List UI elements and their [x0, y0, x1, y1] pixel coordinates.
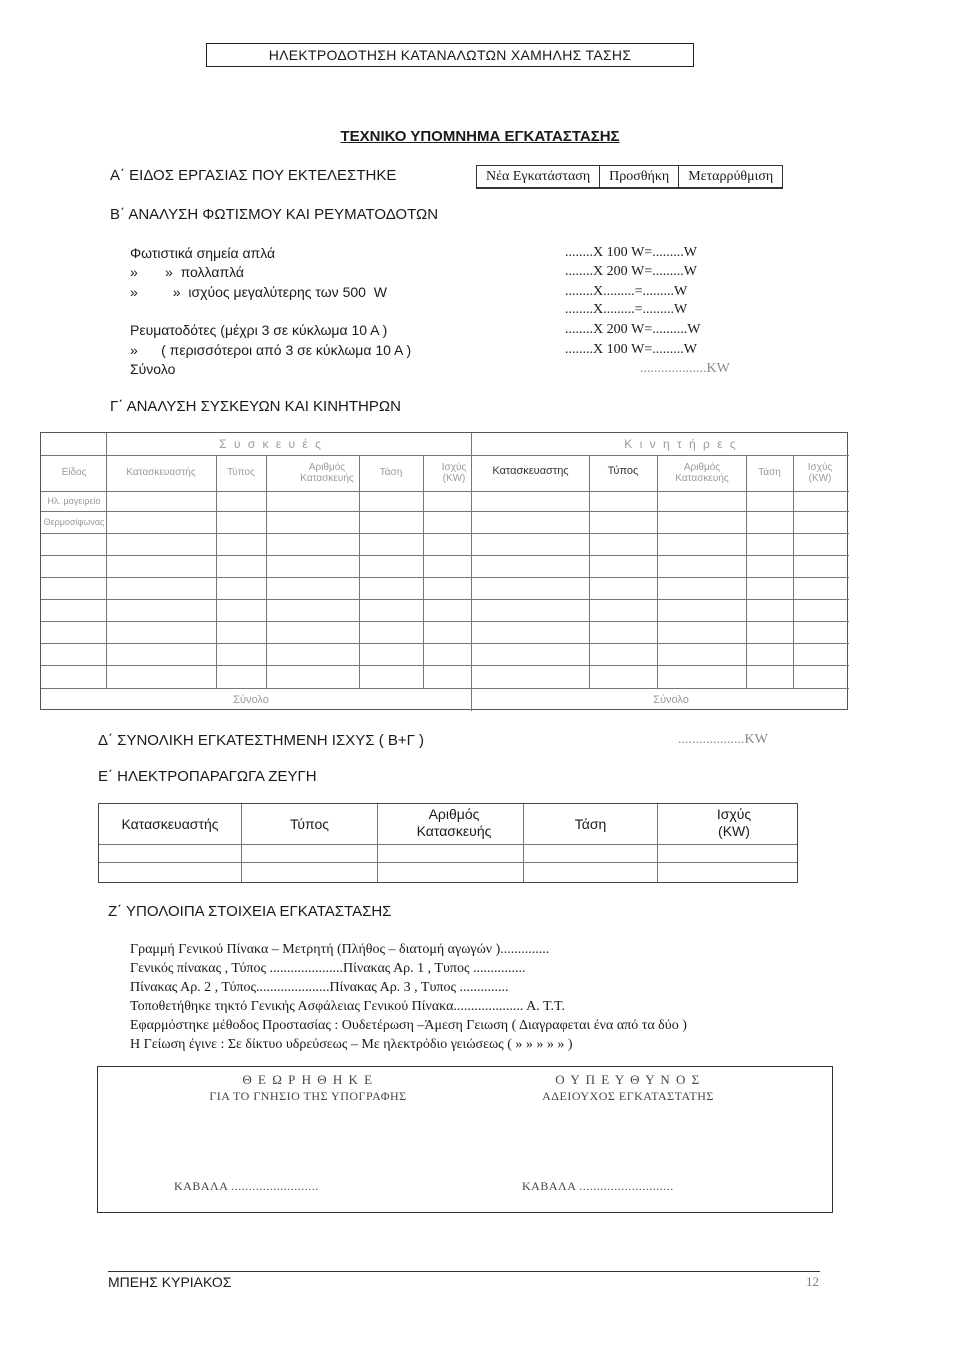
table-divider	[41, 491, 849, 492]
motors-total-label: Σύνολο	[653, 694, 689, 706]
remaining-line: Η Γείωση έγινε : Σε δίκτυο υδρεύσεως – Με ηλεκτρόδιο γειώσεως ( » » » » » )	[130, 1037, 573, 1052]
table-divider	[41, 555, 849, 556]
col-power: Ισχύς (KW)	[807, 462, 833, 484]
socket-row-value: ........Χ 100 W=.........W	[565, 342, 697, 357]
table-divider	[41, 511, 849, 512]
responsible-title: Ο Υ Π Ε Υ Θ Υ Ν Ο Σ	[555, 1072, 701, 1087]
table-divider	[99, 844, 797, 845]
table-divider	[589, 455, 590, 688]
table-divider	[41, 688, 849, 689]
footer-rule	[108, 1271, 820, 1272]
socket-row-label: Ρευματοδότες (μέχρι 3 σε κύκλωμα 10 Α )	[130, 322, 388, 338]
lighting-row-label: » » πολλαπλά	[130, 264, 244, 280]
section-z-heading: Ζ΄ ΥΠΟΛΟΙΠΑ ΣΤΟΙΧΕΙΑ ΕΓΚΑΤΑΣΤΑΣΗΣ	[108, 903, 392, 920]
table-divider	[657, 804, 658, 882]
section-e-heading: Ε΄ ΗΛΕΚΤΡΟΠΑΡΑΓΩΓΑ ΖΕΥΓΗ	[98, 768, 317, 785]
page-title: ΤΕΧΝΙΚΟ ΥΠΟΜΝΗΜΑ ΕΓΚΑΤΑΣΤΑΣΗΣ	[340, 128, 620, 145]
table-divider	[216, 455, 217, 688]
devices-group-heading: Σ υ σ κ ε υ έ ς	[219, 437, 323, 451]
table-divider	[471, 433, 472, 711]
col-manufacturer: Κατασκευαστής	[126, 467, 196, 478]
total-label: Σύνολο	[130, 361, 176, 377]
left-place-date: ΚΑΒΑΛΑ .........................	[174, 1179, 319, 1193]
lighting-row-label: » » ισχύος μεγαλύτερης των 500 W	[130, 284, 387, 300]
document-header: ΗΛΕΚΤΡΟΔΟΤΗΣΗ ΚΑΤΑΝΑΛΩΤΩΝ ΧΑΜΗΛΗΣ ΤΑΣΗΣ	[206, 43, 694, 67]
footer-author: ΜΠΕΗΣ ΚΥΡΙΑΚΟΣ	[108, 1274, 232, 1290]
total-value: ...................ΚW	[640, 361, 730, 376]
lighting-row-value: ........Χ 100 W=.........W	[565, 245, 697, 260]
option-new-installation[interactable]: Νέα Εγκατάσταση	[477, 166, 600, 187]
table-divider	[41, 533, 849, 534]
lighting-row-value: ........Χ.........=.........W	[565, 284, 688, 299]
work-type-options	[476, 165, 783, 189]
table-divider	[99, 862, 797, 863]
col-type: Τύπος	[607, 465, 639, 477]
responsible-subtitle: ΑΔΕΙΟΥΧΟΣ ΕΓΚΑΤΑΣΤΑΤΗΣ	[542, 1089, 714, 1103]
row-label-cooker: Ηλ. μαγειρείο	[47, 496, 101, 506]
remaining-line: Γενικός πίνακας , Τύπος .....................Πίνακας Αρ. 1 , Τυπος ...............	[130, 961, 526, 976]
gen-col-serial-number: Αριθμός Κατασκευής	[416, 806, 492, 839]
gen-col-power: Ισχύς (KW)	[716, 806, 752, 839]
section-c-heading: Γ΄ ΑΝΑΛΥΣΗ ΣΥΣΚΕΥΩΝ ΚΑΙ ΚΙΝΗΤΗΡΩΝ	[110, 398, 401, 415]
col-kind: Είδος	[61, 467, 87, 478]
seen-subtitle: ΓΙΑ ΤΟ ΓΝΗΣΙΟ ΤΗΣ ΥΠΟΓΡΑΦΗΣ	[209, 1089, 407, 1103]
col-serial-number: Αριθμός Κατασκευής	[300, 462, 354, 484]
gen-col-manufacturer: Κατασκευαστής	[121, 816, 219, 832]
col-manufacturer: Κατασκευαστης	[492, 465, 569, 477]
row-label-water-heater: Θερμοσίφωνας	[43, 517, 105, 527]
devices-motors-table	[40, 432, 848, 710]
col-voltage: Τάση	[379, 467, 403, 478]
table-divider	[793, 455, 794, 688]
seen-title: Θ Ε Ω Ρ Η Θ Η Κ Ε	[242, 1072, 374, 1087]
socket-row-label: » ( περισσότεροι από 3 σε κύκλωμα 10 Α )	[130, 342, 412, 358]
col-type: Τύπος	[227, 467, 255, 478]
lighting-row-value: ........Χ.........=.........W	[565, 302, 688, 317]
devices-total-label: Σύνολο	[233, 694, 269, 706]
generators-table	[98, 803, 798, 883]
motors-group-heading: Κ ι ν η τ ή ρ ε ς	[624, 437, 738, 451]
table-divider	[359, 455, 360, 688]
table-divider	[41, 599, 849, 600]
gen-col-voltage: Τάση	[574, 816, 607, 832]
signatures-box	[97, 1066, 833, 1213]
table-divider	[423, 455, 424, 688]
total-power-value: ...................ΚW	[678, 732, 768, 747]
gen-col-type: Τύπος	[290, 816, 329, 832]
col-power: Ισχύς (KW)	[441, 462, 467, 484]
table-divider	[41, 665, 849, 666]
table-divider	[266, 455, 267, 688]
col-serial-number: Αριθμός Κατασκευής	[675, 462, 729, 484]
table-divider	[41, 577, 849, 578]
lighting-row-label: Φωτιστικά σημεία απλά	[130, 245, 276, 261]
table-divider	[377, 804, 378, 882]
col-voltage: Τάση	[758, 467, 781, 478]
table-divider	[657, 455, 658, 688]
table-divider	[746, 455, 747, 688]
remaining-line: Τοποθετήθηκε τηκτό Γενικής Ασφάλειας Γενικού Πίνακα.................... Α. Τ.Τ.	[130, 999, 566, 1014]
socket-row-value: ........Χ 200 W=..........W	[565, 322, 701, 337]
table-divider	[41, 455, 849, 456]
option-addition[interactable]: Προσθήκη	[600, 166, 679, 187]
table-divider	[41, 643, 849, 644]
section-b-heading: Β΄ ΑΝΑΛΥΣΗ ΦΩΤΙΣΜΟΥ ΚΑΙ ΡΕΥΜΑΤΟΔΟΤΩΝ	[110, 206, 439, 223]
option-modification[interactable]: Μεταρρύθμιση	[688, 169, 774, 184]
remaining-line: Εφαρμόστηκε μέθοδος Προστασίας : Ουδετέρωση –Άμεση Γειωση ( Διαγραφεται ένα από τα δύο )	[130, 1018, 687, 1033]
table-divider	[41, 621, 849, 622]
right-place-date: ΚΑΒΑΛΑ ...........................	[522, 1179, 674, 1193]
section-d-heading: Δ΄ ΣΥΝΟΛΙΚΗ ΕΓΚΑΤΕΣΤΗΜΕΝΗ ΙΣΧΥΣ ( Β+Γ )	[98, 732, 425, 749]
remaining-line: Πίνακας Αρ. 2 , Τύπος.....................Πίνακας Αρ. 3 , Τυπος ..............	[130, 980, 509, 995]
lighting-row-value: ........Χ 200 W=.........W	[565, 264, 697, 279]
remaining-line: Γραμμή Γενικού Πίνακα – Μετρητή (Πλήθος – διατομή αγωγών )..............	[130, 942, 550, 957]
section-a-heading: Α΄ ΕΙΔΟΣ ΕΡΓΑΣΙΑΣ ΠΟΥ ΕΚΤΕΛΕΣΤΗΚΕ	[110, 167, 397, 184]
page-number: 12	[806, 1274, 819, 1289]
